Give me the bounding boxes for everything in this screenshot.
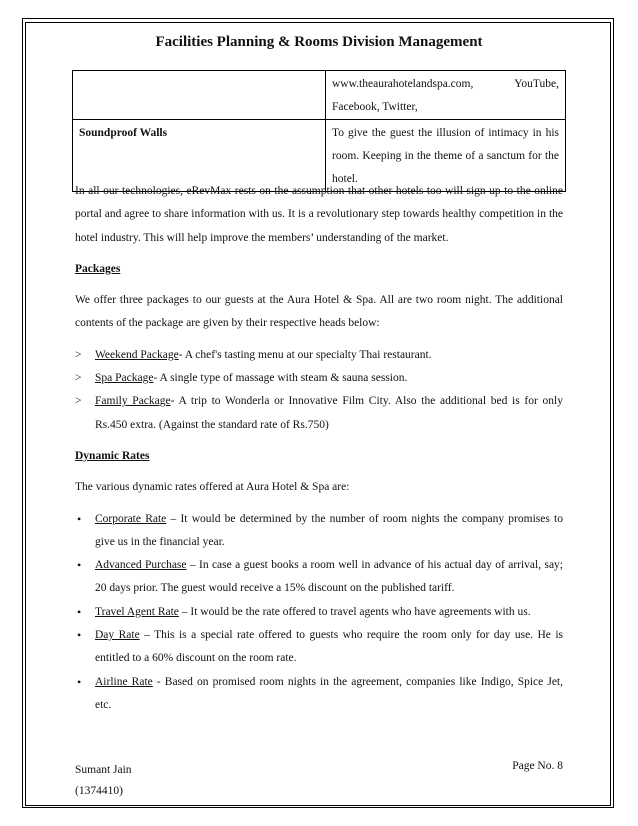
bullet-icon: • (77, 604, 82, 619)
list-item (75, 554, 563, 601)
package-name: Family Package (95, 395, 171, 408)
rate-name: Advanced Purchase (95, 559, 187, 572)
rate-text: – It would be the rate offered to travel agents who have agreements with us. (178, 605, 531, 618)
rate-text: – It would be determined by the number of room nights the company promises to give us in the financial year. (95, 512, 563, 548)
packages-intro: We offer three packages to our guests at the Aura Hotel & Spa. All are two room night. The additional contents of the package are given by their respective heads below: (75, 294, 563, 330)
arrow-icon: > (75, 348, 82, 361)
intro-paragraph: In all our technologies, eRevMax rests on the assumption that other hotels too will sign up to the online portal and agree to share information with us. It is a revolutionary step towards healthy competition in the hotel industry. This will help improve the members’ understanding of the market. (75, 185, 563, 244)
table-row (73, 71, 566, 120)
table-cell-feature (73, 71, 326, 120)
dynamic-rates-intro: The various dynamic rates offered at Aura Hotel & Spa are: (75, 481, 350, 494)
rate-name: Airline Rate (95, 675, 153, 688)
footer-author-block (75, 760, 132, 802)
rate-text: – This is a special rate offered to guests who require the room only for day use. He is entitled to a 60% discount on the room rate. (95, 629, 563, 665)
dynamic-rates-heading: Dynamic Rates (75, 449, 150, 462)
dynamic-rates-list (75, 508, 563, 718)
page-number: Page No. 8 (512, 760, 563, 772)
bullet-icon: • (77, 674, 82, 689)
package-name: Weekend Package (95, 348, 179, 361)
bullet-icon: • (77, 511, 82, 526)
list-item (75, 508, 563, 555)
list-item (75, 624, 563, 671)
body-content (75, 180, 563, 717)
list-item (75, 344, 563, 367)
list-item (75, 601, 563, 624)
arrow-icon: > (75, 395, 82, 408)
footer-id: (1374410) (75, 785, 123, 797)
list-item (75, 367, 563, 390)
rate-text: - Based on promised room nights in the agreement, companies like Indigo, Spice Jet, etc. (95, 675, 563, 711)
rate-text: – In case a guest books a room well in advance of his actual day of arrival, say; 20 days prior. The guest would receive a 15% discount on the published tariff. (95, 559, 563, 595)
packages-list (75, 344, 563, 437)
bullet-icon: • (77, 628, 82, 643)
bullet-icon: • (77, 558, 82, 573)
table-cell-description: To give the guest the illusion of intimacy in his room. Keeping in the theme of a sanctum for the hotel. (326, 120, 566, 192)
table-cell-description: www.theaurahotelandspa.com, YouTube, Facebook, Twitter, (326, 71, 566, 120)
technology-table (72, 70, 566, 192)
rate-name: Travel Agent Rate (95, 605, 179, 618)
list-item (75, 671, 563, 718)
package-text: - A trip to Wonderla or Innovative Film City. Also the additional bed is for only Rs.450 extra. (Against the standard rate of Rs.750) (95, 395, 563, 431)
rate-name: Day Rate (95, 629, 140, 642)
page-header: Facilities Planning & Rooms Division Management (155, 34, 483, 50)
package-text: - A chef's tasting menu at our specialty Thai restaurant. (178, 348, 432, 361)
footer-author: Sumant Jain (75, 764, 132, 776)
table-cell-feature: Soundproof Walls (73, 120, 326, 192)
arrow-icon: > (75, 372, 82, 385)
list-item (75, 390, 563, 437)
packages-heading: Packages (75, 262, 121, 275)
rate-name: Corporate Rate (95, 512, 167, 525)
package-name: Spa Package (95, 372, 154, 385)
package-text: - A single type of massage with steam & sauna session. (153, 372, 408, 385)
